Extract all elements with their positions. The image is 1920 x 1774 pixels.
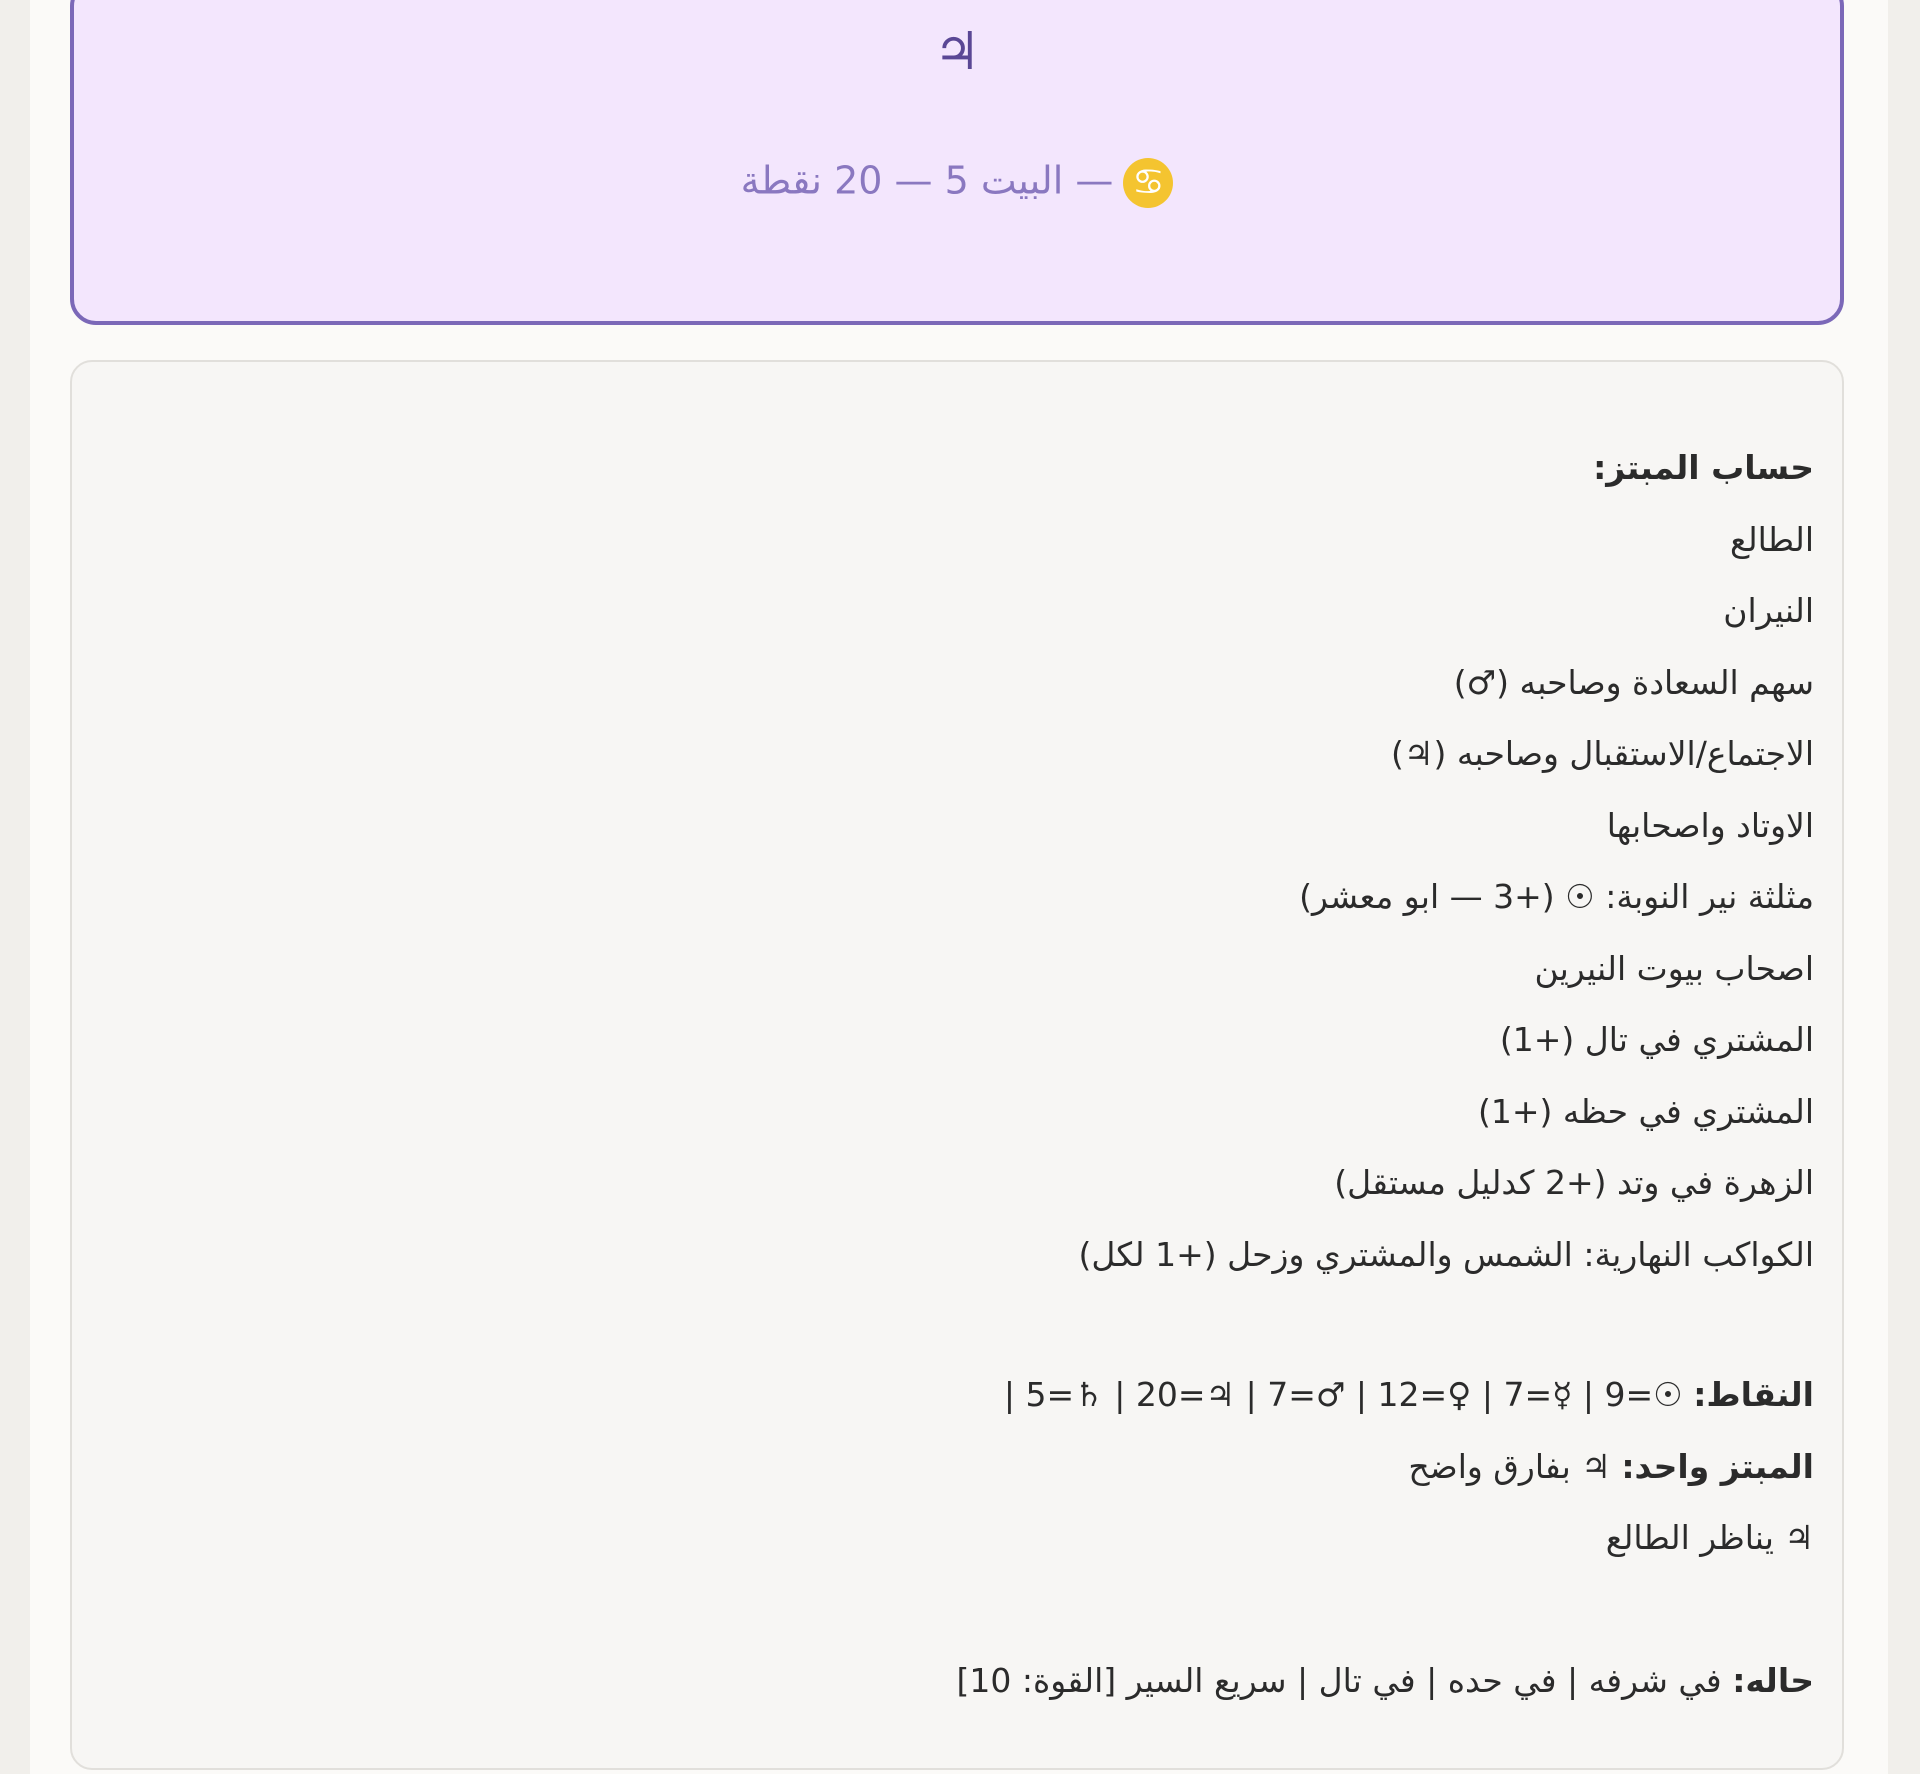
result-summary-text: — البيت 5 — 20 نقطة [740,158,1114,203]
list-item: المشتري في تال (+1) [1499,1020,1814,1059]
winner-value: ♃ بفارق واضح [1408,1446,1611,1486]
cancer-sign-icon: ♋ [1123,158,1173,208]
spacer [100,1290,1814,1359]
list-item: الكواكب النهارية: الشمس والمشتري وزحل (+1 لكل) [1078,1234,1814,1274]
list-item: الاوتاد واصحابها [1606,805,1814,845]
winner-label: المبتز واحد: [1621,1446,1814,1486]
status-row [100,1645,1814,1717]
aspect-note: ♃ يناظر الطالع [1605,1518,1814,1557]
list-item: المشتري في حظه (+1) [1477,1091,1814,1131]
result-summary [74,158,1840,208]
calculation-details-card [70,360,1844,1770]
points-row [100,1359,1814,1431]
details-title: حساب المبتز: [1593,448,1814,487]
list-item: الطالع [1730,519,1814,559]
status-value: في شرفه | في حده | في تال | سريع السير [القوة: 10] [956,1660,1722,1700]
points-label: النقاط: [1693,1375,1814,1414]
points-value: ☉=9 | ☿=7 | ♀=12 | ♂=7 | ♃=20 | ♄=5 | [1003,1375,1683,1414]
winner-row [100,1431,1814,1503]
list-item: مثلثة نير النوبة: ☉ (+3 — ابو معشر) [1299,877,1814,916]
spacer [100,1574,1814,1645]
almuten-result-card [70,0,1844,325]
list-item: اصحاب بيوت النيرين [1534,948,1814,988]
list-item: سهم السعادة وصاحبه (♂) [1453,662,1814,702]
page [30,0,1888,1774]
list-item: الزهرة في وتد (+2 كدليل مستقل) [1334,1163,1814,1202]
jupiter-glyph-icon: ♃ [933,22,981,82]
list-item: الاجتماع/الاستقبال وصاحبه (♃) [1391,734,1814,773]
list-item: النيران [1723,591,1814,630]
status-label: حاله: [1732,1660,1814,1700]
